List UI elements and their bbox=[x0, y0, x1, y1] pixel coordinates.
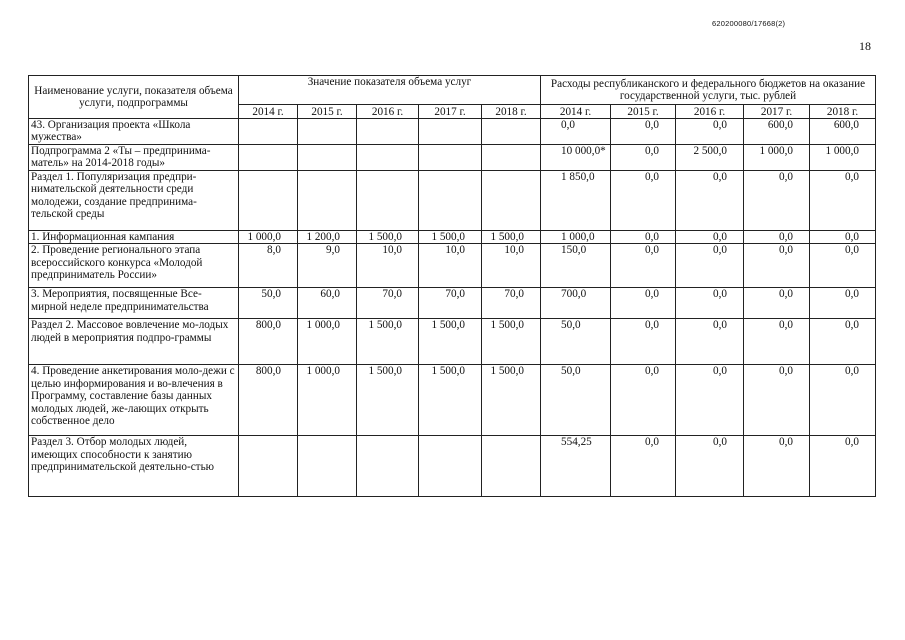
budget-cell: 0,0 bbox=[810, 244, 876, 288]
row-name: 1. Информационная кампания bbox=[29, 231, 239, 244]
row-name: Раздел 2. Массовое вовлечение мо-лодых людей в мероприятия подпро-граммы bbox=[29, 319, 239, 365]
volume-cell bbox=[482, 119, 541, 145]
volume-cell bbox=[357, 119, 419, 145]
volume-cell: 1 000,0 bbox=[239, 231, 298, 244]
budget-cell: 50,0 bbox=[541, 319, 611, 365]
budget-cell: 1 000,0 bbox=[744, 145, 810, 171]
volume-cell: 800,0 bbox=[239, 365, 298, 436]
budget-cell: 0,0 bbox=[676, 288, 744, 319]
budget-cell: 0,0 bbox=[611, 244, 676, 288]
row-name: 43. Организация проекта «Школа мужества» bbox=[29, 119, 239, 145]
header-vol-year: 2018 г. bbox=[482, 105, 541, 119]
volume-cell bbox=[482, 145, 541, 171]
table-row bbox=[29, 244, 876, 288]
header-vol-year: 2016 г. bbox=[357, 105, 419, 119]
volume-cell bbox=[239, 119, 298, 145]
row-name: Раздел 1. Популяризация предпри-нимательской деятельности среди молодежи, создание предпринима-тельской среды bbox=[29, 171, 239, 231]
budget-cell: 0,0 bbox=[676, 365, 744, 436]
budget-cell: 0,0 bbox=[611, 119, 676, 145]
header-volume-group: Значение показателя объема услуг bbox=[239, 76, 541, 105]
volume-cell: 1 500,0 bbox=[482, 365, 541, 436]
volume-cell bbox=[482, 436, 541, 497]
budget-cell: 2 500,0 bbox=[676, 145, 744, 171]
volume-cell: 10,0 bbox=[419, 244, 482, 288]
budget-cell: 10 000,0* bbox=[541, 145, 611, 171]
budget-cell: 600,0 bbox=[810, 119, 876, 145]
table-row bbox=[29, 171, 876, 231]
budget-cell: 0,0 bbox=[611, 288, 676, 319]
volume-cell: 10,0 bbox=[482, 244, 541, 288]
table-row bbox=[29, 119, 876, 145]
volume-cell bbox=[298, 145, 357, 171]
budget-cell: 0,0 bbox=[611, 171, 676, 231]
volume-cell: 1 500,0 bbox=[482, 319, 541, 365]
volume-cell: 1 500,0 bbox=[357, 231, 419, 244]
volume-cell: 70,0 bbox=[357, 288, 419, 319]
header-budget-year: 2016 г. bbox=[676, 105, 744, 119]
volume-cell bbox=[298, 436, 357, 497]
header-budget-group: Расходы республиканского и федерального бюджетов на оказание государственной услуги, тыс. рублей bbox=[541, 76, 876, 105]
budget-cell: 0,0 bbox=[676, 436, 744, 497]
budget-cell: 0,0 bbox=[676, 119, 744, 145]
volume-cell bbox=[419, 145, 482, 171]
row-name: Подпрограмма 2 «Ты – предпринима-матель» на 2014-2018 годы» bbox=[29, 145, 239, 171]
volume-cell: 8,0 bbox=[239, 244, 298, 288]
header-name-col: Наименование услуги, показателя объема услуги, подпрограммы bbox=[29, 76, 239, 119]
volume-cell bbox=[239, 436, 298, 497]
volume-cell bbox=[482, 171, 541, 231]
budget-cell: 150,0 bbox=[541, 244, 611, 288]
budget-cell: 0,0 bbox=[744, 171, 810, 231]
budget-cell: 0,0 bbox=[541, 119, 611, 145]
table-row bbox=[29, 231, 876, 244]
header-budget-year: 2018 г. bbox=[810, 105, 876, 119]
budget-cell: 0,0 bbox=[810, 319, 876, 365]
budget-cell: 0,0 bbox=[611, 365, 676, 436]
volume-cell bbox=[298, 171, 357, 231]
table-body bbox=[29, 119, 876, 497]
budget-cell: 1 000,0 bbox=[810, 145, 876, 171]
budget-cell: 0,0 bbox=[744, 436, 810, 497]
budget-cell: 0,0 bbox=[744, 244, 810, 288]
budget-cell: 0,0 bbox=[676, 244, 744, 288]
volume-cell bbox=[419, 436, 482, 497]
budget-cell: 0,0 bbox=[611, 231, 676, 244]
volume-cell: 60,0 bbox=[298, 288, 357, 319]
budget-cell: 0,0 bbox=[810, 231, 876, 244]
table-row bbox=[29, 319, 876, 365]
volume-cell: 1 000,0 bbox=[298, 319, 357, 365]
row-name: 2. Проведение регионального этапа всероссийского конкурса «Молодой предприниматель России» bbox=[29, 244, 239, 288]
budget-cell: 0,0 bbox=[611, 145, 676, 171]
budget-cell: 0,0 bbox=[676, 319, 744, 365]
volume-cell: 1 500,0 bbox=[419, 231, 482, 244]
volume-cell: 1 500,0 bbox=[419, 319, 482, 365]
budget-cell: 0,0 bbox=[611, 436, 676, 497]
budget-cell: 0,0 bbox=[810, 365, 876, 436]
volume-cell: 50,0 bbox=[239, 288, 298, 319]
header-budget-year: 2015 г. bbox=[611, 105, 676, 119]
header-vol-year: 2017 г. bbox=[419, 105, 482, 119]
budget-cell: 0,0 bbox=[676, 231, 744, 244]
header-vol-year: 2015 г. bbox=[298, 105, 357, 119]
budget-cell: 0,0 bbox=[810, 436, 876, 497]
table-row bbox=[29, 145, 876, 171]
volume-cell: 10,0 bbox=[357, 244, 419, 288]
budget-cell: 0,0 bbox=[744, 319, 810, 365]
volume-cell bbox=[419, 119, 482, 145]
budget-cell: 600,0 bbox=[744, 119, 810, 145]
volume-cell bbox=[357, 171, 419, 231]
budget-cell: 0,0 bbox=[744, 365, 810, 436]
table-row bbox=[29, 436, 876, 497]
budget-cell: 0,0 bbox=[744, 288, 810, 319]
budget-cell: 0,0 bbox=[611, 319, 676, 365]
volume-cell: 70,0 bbox=[419, 288, 482, 319]
volume-cell: 9,0 bbox=[298, 244, 357, 288]
row-name: 3. Мероприятия, посвященные Все-мирной неделе предпринимательства bbox=[29, 288, 239, 319]
budget-cell: 554,25 bbox=[541, 436, 611, 497]
volume-cell bbox=[239, 171, 298, 231]
budget-cell: 0,0 bbox=[810, 171, 876, 231]
page-number: 18 bbox=[859, 39, 871, 53]
volume-cell: 70,0 bbox=[482, 288, 541, 319]
volume-cell: 1 000,0 bbox=[298, 365, 357, 436]
volume-cell: 1 500,0 bbox=[482, 231, 541, 244]
volume-cell bbox=[239, 145, 298, 171]
header-vol-year: 2014 г. bbox=[239, 105, 298, 119]
document-id: 620200080/17668(2) bbox=[712, 19, 786, 28]
row-name: 4. Проведение анкетирования моло-дежи с целью информирования и во-влечения в Программу, составление базы данных молодых людей, же-лающих открыть собственное дело bbox=[29, 365, 239, 436]
budget-cell: 0,0 bbox=[810, 288, 876, 319]
table-row bbox=[29, 365, 876, 436]
budget-cell: 1 850,0 bbox=[541, 171, 611, 231]
row-name: Раздел 3. Отбор молодых людей, имеющих способности к занятию предпринимательской деятельно-стью bbox=[29, 436, 239, 497]
services-table bbox=[28, 75, 876, 497]
volume-cell: 1 500,0 bbox=[357, 319, 419, 365]
volume-cell: 1 500,0 bbox=[419, 365, 482, 436]
budget-cell: 0,0 bbox=[676, 171, 744, 231]
budget-cell: 1 000,0 bbox=[541, 231, 611, 244]
volume-cell: 1 500,0 bbox=[357, 365, 419, 436]
volume-cell bbox=[357, 436, 419, 497]
table-row bbox=[29, 288, 876, 319]
volume-cell: 800,0 bbox=[239, 319, 298, 365]
budget-cell: 50,0 bbox=[541, 365, 611, 436]
volume-cell bbox=[419, 171, 482, 231]
header-budget-year: 2014 г. bbox=[541, 105, 611, 119]
volume-cell: 1 200,0 bbox=[298, 231, 357, 244]
budget-cell: 0,0 bbox=[744, 231, 810, 244]
volume-cell bbox=[357, 145, 419, 171]
header-budget-year: 2017 г. bbox=[744, 105, 810, 119]
volume-cell bbox=[298, 119, 357, 145]
budget-cell: 700,0 bbox=[541, 288, 611, 319]
